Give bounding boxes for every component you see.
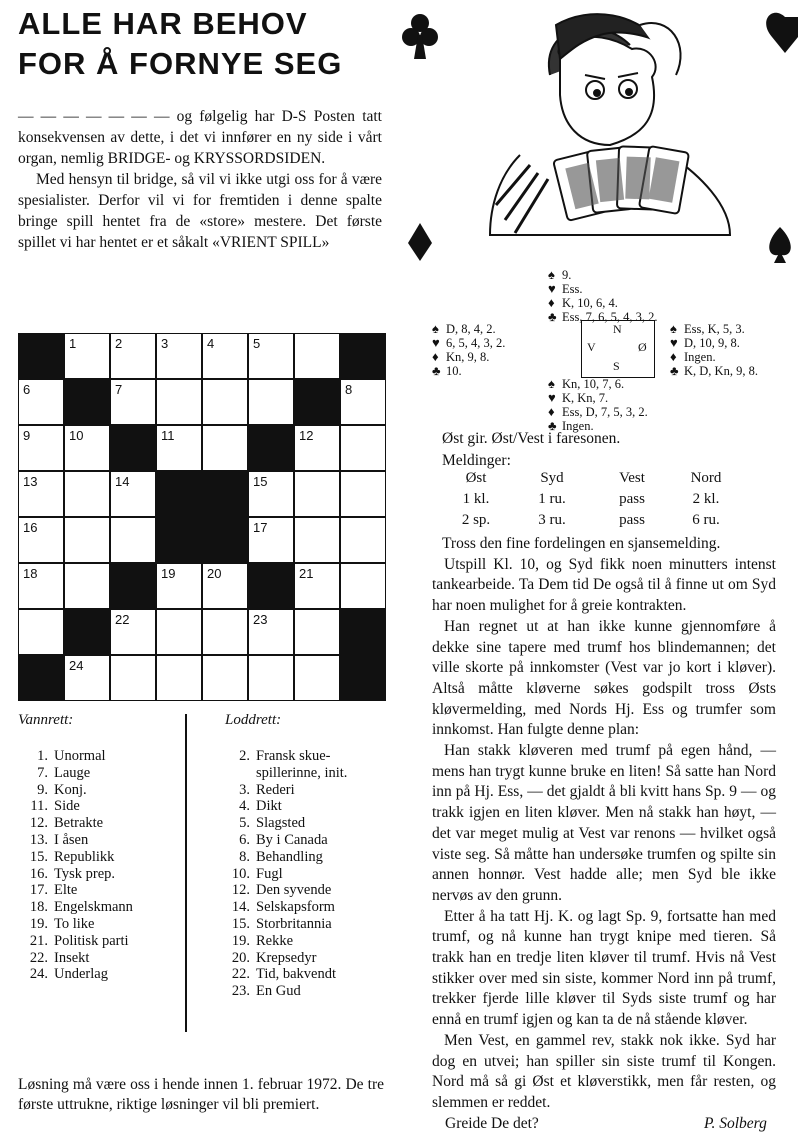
clue-text: Dikt	[256, 798, 282, 815]
clue-number: 22.	[29, 949, 48, 966]
crossword-cell[interactable]	[64, 563, 110, 609]
crossword-black-cell	[156, 517, 202, 563]
diamond-icon: ♦	[548, 404, 555, 419]
clue-number: 24.	[29, 966, 48, 983]
clue-number: 12.	[231, 882, 250, 899]
crossword-cell[interactable]	[202, 333, 248, 379]
bridge-player-illustration	[400, 5, 798, 264]
cell-number: 23	[253, 612, 268, 627]
compass-south: S	[613, 359, 620, 373]
clue-item	[18, 782, 178, 799]
article-paragraph: Men Vest, en gammel rev, stakk nok ikke. Syd har dog en utvei; han spiller sin siste trumf til Kongen. Nord må så gi Øst et kløverstikk, men får resten, og slemmen er reddet.	[432, 1031, 776, 1111]
clue-text: Tysk prep.	[54, 865, 116, 882]
cell-number: 15	[253, 474, 268, 489]
article-paragraph: Utspill Kl. 10, og Syd fikk noen minutters intenst tankearbeide. Ta Dem tid De også til å finne ut om Syd har noen mulighet for å greie kontrakten.	[432, 555, 776, 615]
clue-item	[18, 748, 178, 765]
clue-item	[220, 782, 380, 799]
crossword-cell[interactable]	[248, 379, 294, 425]
clue-text: Engelskmann	[54, 899, 133, 916]
crossword-cell[interactable]	[64, 333, 110, 379]
card-holding: Ess.	[562, 282, 583, 296]
cell-number: 19	[161, 566, 176, 581]
bid-cell: 1 ru.	[538, 491, 566, 507]
clue-text: Betrakte	[54, 815, 104, 832]
clue-text: Storbritannia	[256, 915, 332, 932]
clue-item	[18, 798, 178, 815]
clue-text: Republikk	[54, 848, 115, 865]
bid-cell: 2 sp.	[461, 512, 491, 528]
bidding-label: Meldinger:	[442, 452, 511, 469]
down-heading: Loddrett:	[225, 712, 282, 728]
clue-item	[220, 815, 380, 832]
clue-number: 6.	[239, 831, 250, 848]
clue-number: 19.	[29, 915, 48, 932]
card-holding: K, D, Kn, 9, 8.	[684, 364, 758, 378]
club-icon: ♣	[432, 363, 441, 378]
clue-text: Konj.	[54, 781, 87, 798]
west-hand	[432, 322, 505, 378]
crossword-cell[interactable]	[18, 563, 64, 609]
clue-number: 16.	[29, 865, 48, 882]
clue-text: Side	[54, 798, 80, 815]
clue-number: 7.	[37, 764, 48, 781]
clue-text: Underlag	[54, 966, 108, 983]
crossword-cell[interactable]	[248, 609, 294, 655]
clue-item	[220, 950, 380, 967]
clue-text: Behandling	[256, 848, 323, 865]
down-clue-list	[220, 748, 380, 1000]
crossword-cell[interactable]	[202, 379, 248, 425]
bidding-header: Syd	[540, 470, 564, 486]
clue-text: Fugl	[256, 865, 283, 882]
card-holding: Kn, 9, 8.	[446, 350, 490, 364]
clue-number: 13.	[29, 831, 48, 848]
clue-item	[220, 748, 380, 782]
cell-number: 9	[23, 428, 31, 443]
cell-number: 11	[161, 428, 175, 443]
clue-item	[220, 866, 380, 883]
clue-number: 2.	[239, 748, 250, 764]
crossword-black-cell	[294, 379, 340, 425]
card-holding: Ess, K, 5, 3.	[684, 322, 745, 336]
clue-number: 11.	[30, 798, 48, 815]
crossword-cell[interactable]	[110, 655, 156, 701]
diamond-icon: ♦	[548, 295, 555, 310]
east-suit-row	[670, 322, 758, 336]
clue-text: To like	[54, 915, 95, 932]
diamond-icon: ♦	[670, 349, 677, 364]
heart-icon: ♥	[670, 335, 678, 350]
crossword-cell[interactable]	[340, 563, 386, 609]
clue-number: 5.	[239, 815, 250, 832]
clue-number: 9.	[37, 781, 48, 798]
crossword-cell[interactable]	[202, 425, 248, 471]
cell-number: 18	[23, 566, 38, 581]
compass-east: Ø	[638, 340, 647, 354]
crossword-cell[interactable]	[202, 563, 248, 609]
clue-number: 21.	[29, 932, 48, 949]
west-suit-row	[432, 364, 505, 378]
crossword-black-cell	[340, 609, 386, 655]
clue-item	[18, 765, 178, 782]
article-paragraph: Tross den fine fordelingen en sjansemelding.	[442, 535, 721, 552]
bid-cell: pass	[619, 491, 645, 507]
crossword-black-cell	[340, 655, 386, 701]
crossword-cell[interactable]	[248, 655, 294, 701]
clue-item	[220, 966, 380, 983]
clue-text: By i Canada	[256, 831, 328, 848]
crossword-cell[interactable]	[294, 425, 340, 471]
clue-text: Rekke	[256, 932, 294, 949]
clue-text: Fransk skue-spillerinne, init.	[256, 748, 348, 781]
clue-item	[18, 849, 178, 866]
clue-divider	[185, 714, 187, 1032]
cell-number: 16	[23, 520, 38, 535]
cell-number: 12	[299, 428, 314, 443]
cell-number: 22	[115, 612, 130, 627]
crossword-cell[interactable]	[64, 655, 110, 701]
author-signature: P. Solberg	[704, 1115, 767, 1132]
crossword-cell[interactable]	[340, 471, 386, 517]
clue-text: I åsen	[54, 831, 89, 848]
heart-icon: ♥	[432, 335, 440, 350]
crossword-black-cell	[340, 333, 386, 379]
card-holding: Ess, 7, 6, 5, 4, 3, 2.	[562, 310, 658, 324]
clue-item	[18, 916, 178, 933]
clue-text: Tid, bakvendt	[256, 966, 337, 983]
bidding-header: Nord	[690, 470, 722, 486]
crossword-cell[interactable]	[64, 471, 110, 517]
clue-text: Politisk parti	[54, 932, 129, 949]
south-hand	[548, 377, 648, 433]
clue-number: 19.	[231, 932, 250, 949]
clue-number: 22.	[231, 966, 250, 983]
crossword-cell[interactable]	[340, 517, 386, 563]
across-clue-list	[18, 748, 178, 983]
clue-item	[220, 849, 380, 866]
card-holding: 6, 5, 4, 3, 2.	[446, 336, 506, 350]
crossword-cell[interactable]	[64, 517, 110, 563]
card-holding: K, 10, 6, 4.	[562, 296, 618, 310]
clue-number: 23.	[231, 983, 250, 1000]
bidding-header: Vest	[619, 470, 645, 486]
clue-text: Insekt	[54, 949, 90, 966]
heart-icon: ♥	[548, 281, 556, 296]
south-suit-row	[548, 391, 648, 405]
closing-question: Greide De det?	[445, 1115, 539, 1132]
clue-item	[18, 966, 178, 983]
cell-number: 21	[299, 566, 314, 581]
east-suit-row	[670, 350, 758, 364]
article-paragraph: Han stakk kløveren med trumf på egen hånd, — mens han trygt kunne bruke en liten! Så satte han Nord inn på Hj. Ess, — det gjaldt å bli kvitt hans Sp. 9 — og trakk igjen en liten kløver. Men nå stakk han høyt, — det var meget mulig at Vest var renons — hvilket også viste seg. Så måtte han undersøke trumfen og spilte sin annen honnør. Vest hadde alle; men Syd ble ikke nervøs av den grunn.	[432, 742, 776, 904]
clue-number: 17.	[29, 882, 48, 899]
clue-item	[18, 882, 178, 899]
cell-number: 5	[253, 336, 261, 351]
card-holding: D, 10, 9, 8.	[684, 336, 740, 350]
cell-number: 8	[345, 382, 353, 397]
crossword-black-cell	[18, 333, 64, 379]
clue-number: 4.	[239, 798, 250, 815]
clue-number: 20.	[231, 949, 250, 966]
clue-text: Rederi	[256, 781, 295, 798]
clue-text: Slagsted	[256, 815, 306, 832]
card-holding: D, 8, 4, 2.	[446, 322, 496, 336]
clue-text: Selskapsform	[256, 899, 335, 916]
cell-number: 3	[161, 336, 169, 351]
article-paragraph: Han regnet ut at han ikke kunne gjennomføre å dekke sine tapere med trumf hos blindemannen; det ville skorte på innkomster (Vest var jo kort i kløver). Altså måtte kløverne søkes godspilt tross Østs kløvermelding, med Nords Hj. Ess og trumfer som innkomst. Han fulgte denne plan:	[432, 617, 776, 739]
clue-text: Unormal	[54, 748, 106, 764]
clue-text: Den syvende	[256, 882, 332, 899]
compass-north: N	[613, 322, 622, 336]
clue-item	[220, 916, 380, 933]
dealer-line: Øst gir. Øst/Vest i faresonen.	[442, 430, 621, 447]
crossword-cell[interactable]	[340, 379, 386, 425]
heart-icon: ♥	[548, 390, 556, 405]
cell-number: 13	[23, 474, 38, 489]
bid-cell: 3 ru.	[538, 512, 566, 528]
card-holding: Ess, D, 7, 5, 3, 2.	[562, 405, 648, 419]
cell-number: 24	[69, 658, 84, 673]
crossword-cell[interactable]	[248, 471, 294, 517]
crossword-cell[interactable]	[110, 333, 156, 379]
crossword-cell[interactable]	[340, 425, 386, 471]
crossword-black-cell	[156, 471, 202, 517]
crossword-cell[interactable]	[294, 333, 340, 379]
cell-number: 14	[115, 474, 130, 489]
bidding-table	[451, 468, 800, 534]
clue-number: 8.	[239, 848, 250, 865]
crossword-cell[interactable]	[156, 609, 202, 655]
south-suit-row	[548, 377, 648, 391]
west-suit-row	[432, 350, 505, 364]
crossword-cell[interactable]	[294, 655, 340, 701]
west-suit-row	[432, 336, 505, 350]
clue-text: Krepsedyr	[256, 949, 317, 966]
card-holding: Ingen.	[684, 350, 716, 364]
across-heading: Vannrett:	[18, 712, 74, 728]
east-suit-row	[670, 364, 758, 378]
cell-number: 2	[115, 336, 123, 351]
crossword-cell[interactable]	[110, 517, 156, 563]
clue-item	[220, 832, 380, 849]
club-icon: ♣	[670, 363, 679, 378]
crossword-cell[interactable]	[294, 563, 340, 609]
clue-item	[18, 933, 178, 950]
clue-item	[18, 815, 178, 832]
cell-number: 4	[207, 336, 215, 351]
crossword-black-cell	[110, 425, 156, 471]
title-line-1: ALLE HAR BEHOV	[18, 6, 308, 41]
crossword-black-cell	[202, 517, 248, 563]
card-holding: 10.	[446, 364, 462, 378]
clue-item	[220, 899, 380, 916]
cell-number: 6	[23, 382, 31, 397]
intro-paragraph-2: Med hensyn til bridge, så vil vi ikke utgi oss for å være spesialister. Derfor vil vi for fremtiden i denne spalte bringe spill hentet fra de «store» mestere. Det første spillet vi har hentet er et såkalt «VRIENT SPILL»	[18, 171, 382, 251]
crossword-cell[interactable]	[110, 609, 156, 655]
north-hand	[548, 268, 658, 324]
clue-item	[220, 933, 380, 950]
clue-item	[18, 950, 178, 967]
card-holding: 9.	[562, 268, 572, 282]
crossword-cell[interactable]	[294, 471, 340, 517]
clue-text: Elte	[54, 882, 78, 899]
west-suit-row	[432, 322, 505, 336]
crossword-cell[interactable]	[110, 379, 156, 425]
cell-number: 17	[253, 520, 268, 535]
clue-number: 18.	[29, 899, 48, 916]
crossword-cell[interactable]	[156, 379, 202, 425]
clue-item	[18, 866, 178, 883]
crossword-black-cell	[248, 563, 294, 609]
article-paragraph: Etter å ha tatt Hj. K. og lagt Sp. 9, fortsatte han med trumf, og nå kunne han trygt knipe med tieren. Så trakk han en tredje liten kløver til trumf. Hvis nå Vest stikker over med sin siste, kommer Nord inn på trumf, trekker fjerde lille kløver til Syds siste trumf og har ennå en trumf igjen og kan ta de nå stående kløver.	[432, 907, 776, 1029]
clue-number: 3.	[239, 781, 250, 798]
crossword-cell[interactable]	[64, 425, 110, 471]
crossword-black-cell	[110, 563, 156, 609]
compass-box	[581, 320, 655, 378]
cell-number: 7	[115, 382, 123, 397]
bidding-header: Øst	[465, 470, 487, 486]
crossword-cell[interactable]	[110, 471, 156, 517]
title-line-2: FOR Å FORNYE SEG	[18, 46, 343, 81]
east-hand	[670, 322, 758, 378]
crossword-cell[interactable]	[202, 609, 248, 655]
spade-icon: ♠	[548, 267, 555, 282]
south-suit-row	[548, 405, 648, 419]
crossword-cell[interactable]	[202, 655, 248, 701]
crossword-black-cell	[18, 655, 64, 701]
bid-cell: 1 kl.	[462, 491, 490, 507]
clue-number: 15.	[29, 848, 48, 865]
crossword-black-cell	[64, 379, 110, 425]
north-suit-row	[548, 296, 658, 310]
crossword-cell[interactable]	[18, 379, 64, 425]
card-holding: K, Kn, 7.	[562, 391, 609, 405]
crossword-black-cell	[64, 609, 110, 655]
club-icon: ♣	[548, 418, 557, 433]
crossword-black-cell	[248, 425, 294, 471]
crossword-cell[interactable]	[18, 609, 64, 655]
article-body	[432, 534, 776, 1114]
clue-text: En Gud	[256, 983, 301, 1000]
intro-paragraph-1: — — — — — — — og følgelig har D-S Posten tatt konsekvensen av dette, i det vi innfører en ny side i vårt organ, nemlig BRIDGE- og KRYSSORDSIDEN.	[18, 108, 382, 167]
spade-icon: ♠	[548, 376, 555, 391]
crossword-black-cell	[202, 471, 248, 517]
clue-item	[220, 882, 380, 899]
bid-cell: pass	[619, 512, 645, 528]
compass-west: V	[587, 340, 596, 354]
intro-text	[18, 106, 382, 253]
solution-deadline-note: Løsning må være oss i hende innen 1. februar 1972. De tre første uttrukne, riktige løsninger vil bli premiert.	[18, 1076, 384, 1113]
clue-number: 12.	[29, 815, 48, 832]
crossword-cell[interactable]	[248, 333, 294, 379]
crossword-cell[interactable]	[294, 517, 340, 563]
spade-icon: ♠	[432, 321, 439, 336]
clue-item	[18, 899, 178, 916]
card-holding: Ingen.	[562, 419, 594, 433]
clue-item	[220, 983, 380, 1000]
crossword-cell[interactable]	[156, 563, 202, 609]
clue-text: Lauge	[54, 764, 91, 781]
page-title	[18, 4, 342, 84]
crossword-cell[interactable]	[248, 517, 294, 563]
crossword-cell[interactable]	[18, 471, 64, 517]
cell-number: 20	[207, 566, 222, 581]
crossword-cell[interactable]	[156, 333, 202, 379]
spade-icon: ♠	[670, 321, 677, 336]
card-holding: Kn, 10, 7, 6.	[562, 377, 625, 391]
clue-item	[220, 798, 380, 815]
crossword-cell[interactable]	[18, 517, 64, 563]
crossword-cell[interactable]	[156, 655, 202, 701]
north-suit-row	[548, 268, 658, 282]
east-suit-row	[670, 336, 758, 350]
clue-number: 15.	[231, 915, 250, 932]
crossword-cell[interactable]	[18, 425, 64, 471]
diamond-icon: ♦	[432, 349, 439, 364]
club-icon: ♣	[548, 309, 557, 324]
bid-cell: 6 ru.	[692, 512, 720, 528]
clue-number: 14.	[231, 899, 250, 916]
clue-number: 1.	[37, 748, 48, 764]
north-suit-row	[548, 282, 658, 296]
clue-item	[18, 832, 178, 849]
crossword-cell[interactable]	[156, 425, 202, 471]
cell-number: 10	[69, 428, 84, 443]
crossword-cell[interactable]	[294, 609, 340, 655]
clue-number: 10.	[231, 865, 250, 882]
cell-number: 1	[69, 336, 77, 351]
bid-cell: 2 kl.	[692, 491, 720, 507]
